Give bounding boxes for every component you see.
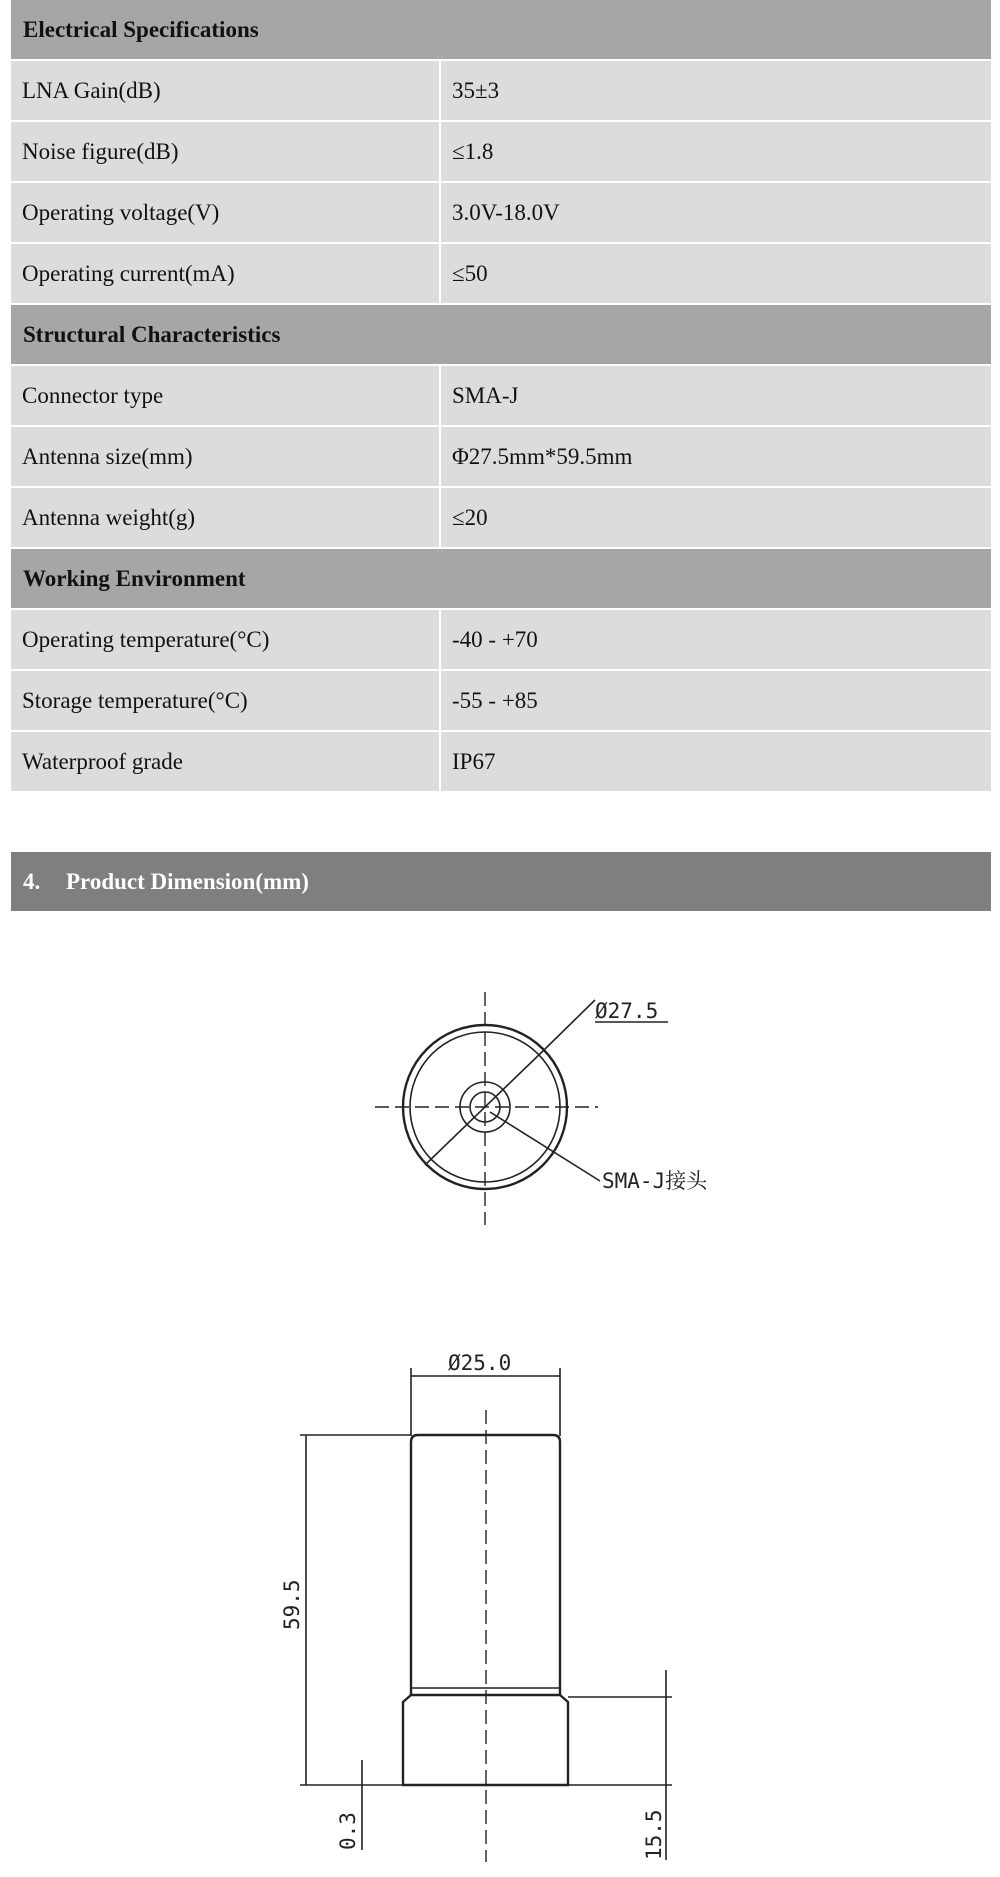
spec-row <box>11 366 991 425</box>
section-title: Structural Characteristics <box>23 322 281 347</box>
spec-row <box>11 183 991 242</box>
spec-name: Operating current(mA) <box>11 244 439 303</box>
spec-value: ≤20 <box>441 488 991 547</box>
top-view-drawing <box>0 980 1000 1240</box>
section-header-electrical <box>11 0 991 59</box>
spec-value: ≤50 <box>441 244 991 303</box>
width-label: Ø25.0 <box>448 1351 512 1375</box>
spec-row <box>11 61 991 120</box>
spec-value: ≤1.8 <box>441 122 991 181</box>
section-header-environment <box>11 549 991 608</box>
spec-row <box>11 427 991 486</box>
spec-name: Antenna weight(g) <box>11 488 439 547</box>
dimension-section-header <box>11 852 991 911</box>
spec-value: -40 - +70 <box>441 610 991 669</box>
spec-row <box>11 244 991 303</box>
spec-name: LNA Gain(dB) <box>11 61 439 120</box>
spec-value: 35±3 <box>441 61 991 120</box>
section-number: 4. <box>23 869 41 894</box>
spec-row <box>11 671 991 730</box>
connector-leader <box>490 1112 600 1181</box>
spec-row <box>11 732 991 791</box>
spec-row <box>11 122 991 181</box>
spec-name: Antenna size(mm) <box>11 427 439 486</box>
connector-label: SMA-J接头 <box>602 1169 708 1193</box>
diameter-leader <box>545 1000 595 1049</box>
spec-name: Operating voltage(V) <box>11 183 439 242</box>
section-title: Working Environment <box>23 566 246 591</box>
section-title: Electrical Specifications <box>23 17 259 42</box>
spec-name: Operating temperature(°C) <box>11 610 439 669</box>
spec-name: Connector type <box>11 366 439 425</box>
height-label: 59.5 <box>280 1579 304 1630</box>
spec-value: Φ27.5mm*59.5mm <box>441 427 991 486</box>
spec-value: IP67 <box>441 732 991 791</box>
spec-name: Waterproof grade <box>11 732 439 791</box>
spec-row <box>11 610 991 669</box>
top-diameter-label: Ø27.5 <box>595 999 659 1023</box>
base-label: 15.5 <box>642 1809 666 1860</box>
spec-table <box>11 0 991 793</box>
side-view-drawing <box>0 1340 1000 1877</box>
spec-value: SMA-J <box>441 366 991 425</box>
spec-row <box>11 488 991 547</box>
spec-name: Noise figure(dB) <box>11 122 439 181</box>
section-header-structural <box>11 305 991 364</box>
spec-name: Storage temperature(°C) <box>11 671 439 730</box>
section-title: Product Dimension(mm) <box>66 869 309 894</box>
spec-value: -55 - +85 <box>441 671 991 730</box>
spec-value: 3.0V-18.0V <box>441 183 991 242</box>
gap-label: 0.3 <box>336 1812 360 1850</box>
